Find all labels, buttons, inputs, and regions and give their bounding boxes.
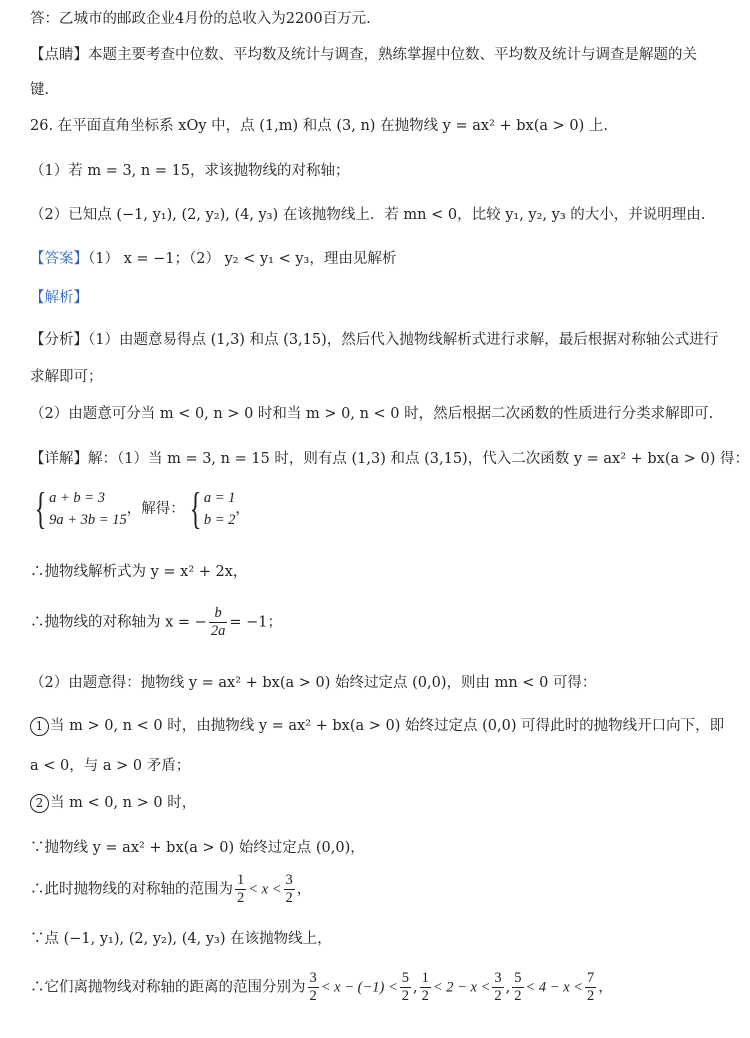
circled-one: 1 (30, 717, 49, 736)
question-part-1: （1）若 m = 3, n = 15，求该抛物线的对称轴； (30, 163, 350, 179)
key-point-line-end: 键. (30, 82, 50, 98)
axis-range: ∴此时抛物线的对称轴的范围为 $\frac{1}{2}$ < x < $\frac{3}{2}$ ， (30, 872, 312, 906)
analysis-line-3: （2）由题意可分当 m < 0, n > 0 时和当 m > 0, n < 0 时，然后根据二次函数的性质进行分类求解即可. (30, 406, 714, 422)
points-line: ∵点 (−1, y₁), (2, y₂), (4, y₃) 在该抛物线上， (30, 931, 332, 947)
system-1: a + b = 3 9a + 3b = 15 (49, 490, 127, 528)
question-26: 26. 在平面直角坐标系 xOy 中，点 (1,m) 和点 (3, n) 在抛物线 y = ax² + bx(a > 0) 上. (30, 118, 608, 134)
question-part-2: （2）已知点 (−1, y₁), (2, y₂), (4, y₃) 在该抛物线上．若 mn < 0，比较 y₁, y₂, y₃ 的大小，并说明理由. (30, 207, 706, 223)
system-2: a = 1 b = 2 (203, 490, 236, 528)
case-2-line-1: ∵抛物线 y = ax² + bx(a > 0) 始终过定点 (0,0)， (30, 840, 365, 856)
solve-text: ，解得： (126, 501, 185, 517)
part2-intro: （2）由题意得：抛物线 y = ax² + bx(a > 0) 始终过定点 (0,0)，则由 mn < 0 可得： (30, 675, 597, 691)
case-1: 1 当 m > 0, n < 0 时，由抛物线 y = ax² + bx(a > 0) 始终过定点 (0,0) 可得此时的抛物线开口向下，即 (30, 716, 730, 736)
distance-range: ∴它们离抛物线对称轴的距离的范围分别为 $\frac{3}{2}$ < x − (−1) < $\frac{5}{2}$ , $\frac{1}{2}$ < 2 − x < $\frac{3}{2}$ , $\frac{5}{2}$ < 4 − x < $\frac{7}{2}$ ， (30, 970, 613, 1004)
analysis-line-2: 求解即可； (30, 369, 103, 385)
key-point-line: 【点睛】本题主要考查中位数、平均数及统计与调查，熟练掌握中位数、平均数及统计与调查是解题的关 (30, 47, 697, 63)
left-brace-2: { (189, 484, 202, 533)
circled-two: 2 (30, 794, 49, 813)
case-1-cont: a < 0，与 a > 0 矛盾； (30, 758, 191, 774)
left-brace: { (34, 484, 47, 533)
axis-of-symmetry: ∴抛物线的对称轴为 x = − $\frac{b}{2a}$ = −1； (30, 605, 282, 639)
answer-section (30, 249, 730, 269)
equation-system: { a + b = 3 9a + 3b = 15 ，解得： { a = 1 b = 2 ， (34, 484, 250, 533)
analysis-line-1: 【分析】（1）由题意易得点 (1,3) 和点 (3,15)，然后代入抛物线解析式进行求解，最后根据对称轴公式进行 (30, 332, 719, 348)
parabola-expression: ∴抛物线解析式为 y = x² + 2x， (30, 564, 248, 580)
answer-line: 答：乙城市的邮政企业4月份的总收入为2200百万元. (30, 11, 371, 27)
detail-line-1: 【详解】解：（1）当 m = 3, n = 15 时，则有点 (1,3) 和点 (3,15)，代入二次函数 y = ax² + bx(a > 0) 得： (30, 451, 750, 467)
case-2: 2 当 m < 0, n > 0 时， (30, 793, 730, 813)
answer-tag: 【答案】 (30, 251, 88, 267)
answer-text: （1） x = −1；（2） y₂ < y₁ < y₃，理由见解析 (88, 251, 397, 267)
analysis-tag: 【解析】 (30, 290, 88, 306)
